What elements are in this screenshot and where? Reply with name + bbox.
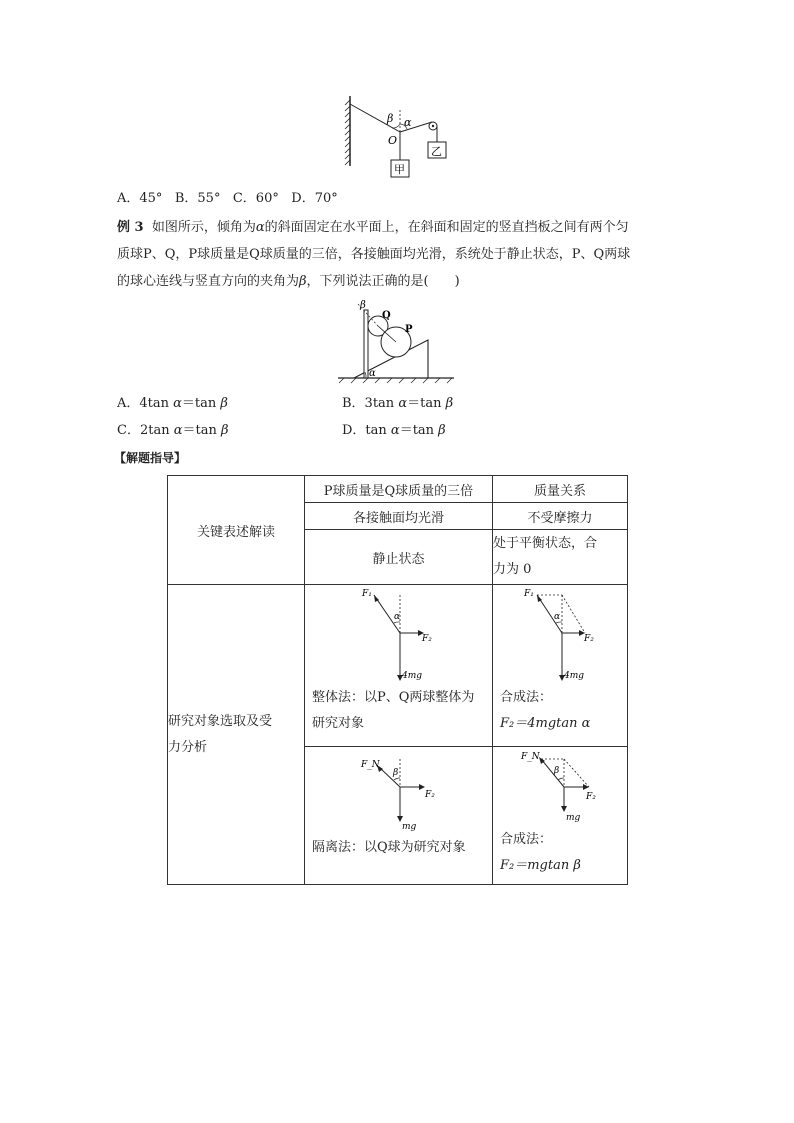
p-label: P [405, 324, 413, 335]
composition-cell-1 [492, 585, 627, 747]
isolation-method-cell [305, 747, 493, 885]
choice-d-prefix: D．tan [342, 423, 391, 438]
isolation-caption: 隔离法：以Q球为研究对象 [312, 840, 466, 855]
header-line: 力分析 [168, 739, 208, 755]
composition-formula: F₂＝mgtan β [499, 858, 581, 873]
whole-caption: 整体法：以P、Q两球整体为 [312, 690, 475, 705]
choice-c-alpha: α [173, 423, 183, 438]
option-b: B．55° [174, 191, 221, 206]
f2-label: F₂ [425, 790, 435, 800]
composition-cell-2 [492, 747, 627, 885]
choice-d-alpha: α [390, 423, 400, 438]
alpha-label: α [369, 368, 376, 379]
table-row [168, 585, 628, 747]
header-line: 研究对象选取及受 [168, 713, 273, 729]
jia-label: 甲 [394, 163, 405, 176]
choice-a-beta: β [220, 396, 228, 411]
example3-label: 例 3 [117, 220, 144, 235]
f1-label: F₁ [523, 589, 534, 599]
alpha-label: α [404, 116, 412, 129]
option-a: A．45° [117, 191, 163, 206]
composition-caption: 合成法： [499, 690, 552, 705]
choice-b-beta: β [445, 396, 454, 411]
table-cell [492, 503, 627, 530]
f2-label: F₂ [585, 792, 596, 802]
example3-beta: β [299, 274, 307, 289]
composition-formula: F₂＝4mgtan α [499, 716, 591, 731]
table-cell [492, 476, 627, 503]
mg-label: mg [565, 813, 581, 823]
choice-d-eq: ＝tan [399, 423, 439, 438]
guide-table [167, 475, 628, 885]
whole-method-cell [305, 585, 493, 747]
force-diagram-composition-1 [493, 585, 627, 685]
q1-options [117, 190, 338, 208]
example3-text3b: ，下列说法正确的是( ) [306, 274, 460, 289]
table-cell [305, 503, 493, 530]
choice-a[interactable] [117, 395, 228, 413]
cell-text: 不受摩擦力 [527, 510, 593, 526]
q-label: Q [382, 310, 391, 321]
beta-label: β [387, 112, 394, 125]
cell-text: 处于平衡状态，合 [492, 536, 597, 551]
choice-d-beta: β [438, 423, 446, 438]
cell-text: 静止状态 [372, 551, 425, 567]
f2-label: F₂ [422, 634, 432, 644]
cell-text: 力为 0 [492, 562, 532, 577]
example3-line1 [117, 219, 629, 237]
incline-figure [336, 298, 458, 384]
example3-text3a: 的球心连线与竖直方向的夹角为 [117, 274, 300, 289]
key-statement-header [168, 476, 305, 585]
option-c: C．60° [232, 191, 279, 206]
force-diagram-composition-2 [493, 747, 627, 827]
o-label: O [388, 134, 398, 147]
choice-b-prefix: B．3tan [342, 396, 399, 411]
choice-b-eq: ＝tan [407, 396, 446, 411]
option-d: D．70° [291, 191, 338, 206]
choice-a-eq: ＝tan [181, 396, 221, 411]
example3-text1a: 如图所示，倾角为 [151, 220, 256, 235]
fn-label: F_N [361, 760, 380, 770]
beta-label: β [553, 766, 560, 776]
whole-caption: 研究对象 [312, 716, 365, 731]
example3-line3 [117, 273, 460, 291]
mg-label: mg [402, 822, 417, 832]
choice-c[interactable] [117, 422, 228, 440]
choice-c-beta: β [220, 423, 229, 438]
cell-text: P球质量是Q球质量的三倍 [323, 483, 474, 499]
top-figure [340, 92, 460, 182]
choice-c-eq: ＝tan [182, 423, 221, 438]
composition-caption: 合成法： [499, 832, 552, 847]
f1-label: F₁ [362, 589, 372, 599]
key-statement-header-text: 关键表述解读 [196, 524, 275, 540]
f2-label: F₂ [583, 634, 594, 644]
table-cell [492, 530, 627, 585]
example3-text2: 质球P、Q，P球质量是Q球质量的三倍，各接触面均光滑，系统处于静止状态，P、Q两球 [117, 247, 631, 262]
cell-text: 质量关系 [533, 483, 586, 499]
choice-a-alpha: α [173, 396, 182, 411]
fn-label: F_N [520, 752, 540, 762]
choice-d[interactable] [342, 422, 446, 440]
table-row [168, 476, 628, 503]
choice-a-prefix: A．4tan [117, 396, 174, 411]
alpha-label: α [553, 612, 561, 622]
example3-line2 [117, 246, 630, 264]
force-diagram-whole [305, 585, 491, 685]
force-diagram-isolation [305, 747, 491, 835]
cell-text: 各接触面均光滑 [352, 510, 444, 526]
guide-heading: 【解题指导】 [114, 451, 187, 465]
beta-label: β [360, 300, 366, 311]
table-cell [305, 530, 493, 585]
table-cell [305, 476, 493, 503]
example3-alpha: α [255, 220, 265, 235]
example3-text1b: 的斜面固定在水平面上，在斜面和固定的竖直挡板之间有两个匀 [264, 220, 629, 235]
research-object-header [168, 585, 305, 885]
yi-label: 乙 [431, 145, 442, 158]
fourmg-label: 4mg [402, 671, 423, 681]
alpha-label: α [394, 612, 401, 622]
fourmg-label: 4mg [563, 671, 585, 681]
choice-b-alpha: α [398, 396, 408, 411]
choice-b[interactable] [342, 395, 453, 413]
beta-label: β [393, 768, 399, 778]
choice-c-prefix: C．2tan [117, 423, 174, 438]
